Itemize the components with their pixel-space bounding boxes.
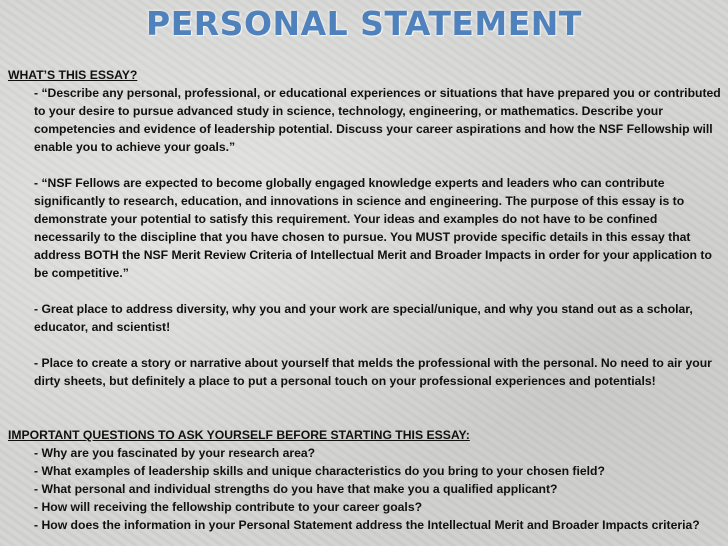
spacer <box>8 156 722 174</box>
question-item: - What personal and individual strengths do you have that make you a qualified applicant? <box>34 482 558 496</box>
question-item: - Why are you fascinated by your research area? <box>34 446 316 460</box>
section-heading-questions: IMPORTANT QUESTIONS TO ASK YOURSELF BEFORE STARTING THIS ESSAY: <box>8 428 470 442</box>
bullet-diversity: - Great place to address diversity, why you and your work are special/unique, and why you stand out as a scholar, educator, and scientist! <box>34 302 693 334</box>
spacer <box>8 408 722 426</box>
slide-title: PERSONAL STATEMENT <box>146 4 582 43</box>
section-heading-essay: WHAT’S THIS ESSAY? <box>8 68 138 82</box>
spacer <box>8 282 722 300</box>
bullet-narrative: - Place to create a story or narrative about yourself that melds the professional with the personal. No need to air your dirty sheets, but definitely a place to put a personal touch on your professional experiences and potentials! <box>34 356 712 388</box>
slide-body <box>8 66 722 534</box>
nsf-quote-2: - “NSF Fellows are expected to become globally engaged knowledge experts and leaders who can contribute significantly to research, education, and innovations in science and engineering. The purpose of this essay is to demonstrate your potential to satisfy this requirement. Your ideas and examples do not have to be confined necessarily to the discipline that you have chosen to pursue. You MUST provide specific details in this essay that address BOTH the NSF Merit Review Criteria of Intellectual Merit and Broader Impacts in order for your application to be competitive.” <box>34 176 712 280</box>
spacer <box>8 390 722 408</box>
nsf-quote-1: - “Describe any personal, professional, or educational experiences or situations that have prepared you or contributed to your desire to pursue advanced study in science, technology, engineering, or mathematics. Describe your competencies and evidence of leadership potential. Discuss your career aspirations and how the NSF Fellowship will enable you to achieve your goals.” <box>34 86 721 154</box>
question-item: - What examples of leadership skills and unique characteristics do you bring to your chosen field? <box>34 464 605 478</box>
question-item: - How will receiving the fellowship contribute to your career goals? <box>34 500 423 514</box>
spacer <box>8 336 722 354</box>
question-item: - How does the information in your Personal Statement address the Intellectual Merit and Broader Impacts criteria? <box>34 518 700 532</box>
